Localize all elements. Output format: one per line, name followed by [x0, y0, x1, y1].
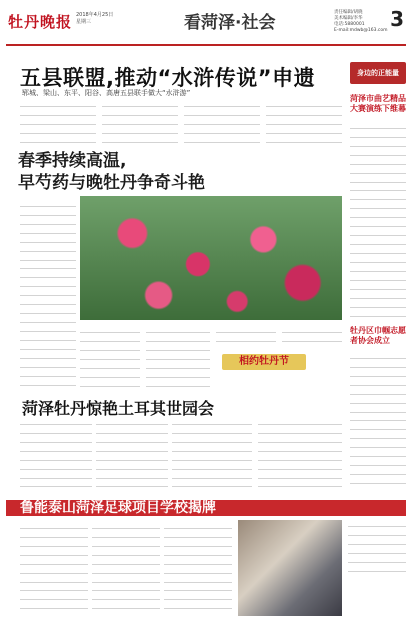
turkey-body-col2 [96, 418, 168, 496]
side-column-badge: 身边的正能量 [350, 62, 406, 84]
newspaper-logo: 牡丹晚报 [8, 13, 73, 31]
football-photo-caption [348, 520, 406, 616]
story1-body-col4 [266, 100, 342, 146]
peony-body-col5 [282, 326, 342, 350]
masthead [6, 6, 406, 46]
story1-body-col2 [102, 100, 178, 146]
side-story2-title: 牡丹区巾帼志愿者协会成立 [350, 326, 406, 345]
story1-body-col1 [20, 100, 96, 146]
turkey-body-col1 [20, 418, 92, 496]
main-headline: 五县联盟,推动“水浒传说”申遗 [20, 66, 316, 90]
main-subheadline: 郓城、梁山、东平、阳谷、高唐五县联手做大“水浒游” [22, 89, 191, 97]
peony-garden-photo [80, 196, 342, 320]
football-body-col2 [92, 522, 160, 618]
story1-body-col3 [184, 100, 260, 146]
side-story1-body [350, 122, 406, 322]
football-body-col3 [164, 522, 232, 618]
section-title: 看菏泽·社会 [184, 13, 276, 33]
issue-date: 2018年4月25日 星期三 [76, 12, 114, 25]
page-number: 3 [390, 7, 404, 31]
turkey-body-col3 [172, 418, 252, 496]
peony-body-col4 [216, 326, 276, 350]
peony-body-col2 [80, 326, 140, 396]
peony-body-col3 [146, 326, 210, 396]
football-school-photo [238, 520, 342, 616]
side-story2-body [350, 352, 406, 492]
football-headline: 鲁能泰山菏泽足球项目学校揭牌 [20, 500, 216, 516]
peony-headline: 春季持续高温, 早芍药与晚牡丹争奇斗艳 [18, 151, 205, 193]
peony-festival-banner: 相约牡丹节 [222, 354, 306, 370]
football-body-col1 [20, 522, 88, 618]
side-story1-title: 菏泽市曲艺精品大赛演练下维幕 [350, 94, 406, 113]
editor-info: 责任编辑/胡晓 美术编辑/李华 电话:5880001 E-mail:mdwb@163.com [334, 10, 388, 33]
peony-body-col1 [20, 200, 76, 390]
turkey-expo-headline: 菏泽牡丹惊艳土耳其世园会 [22, 399, 215, 418]
turkey-body-col4 [258, 418, 342, 496]
